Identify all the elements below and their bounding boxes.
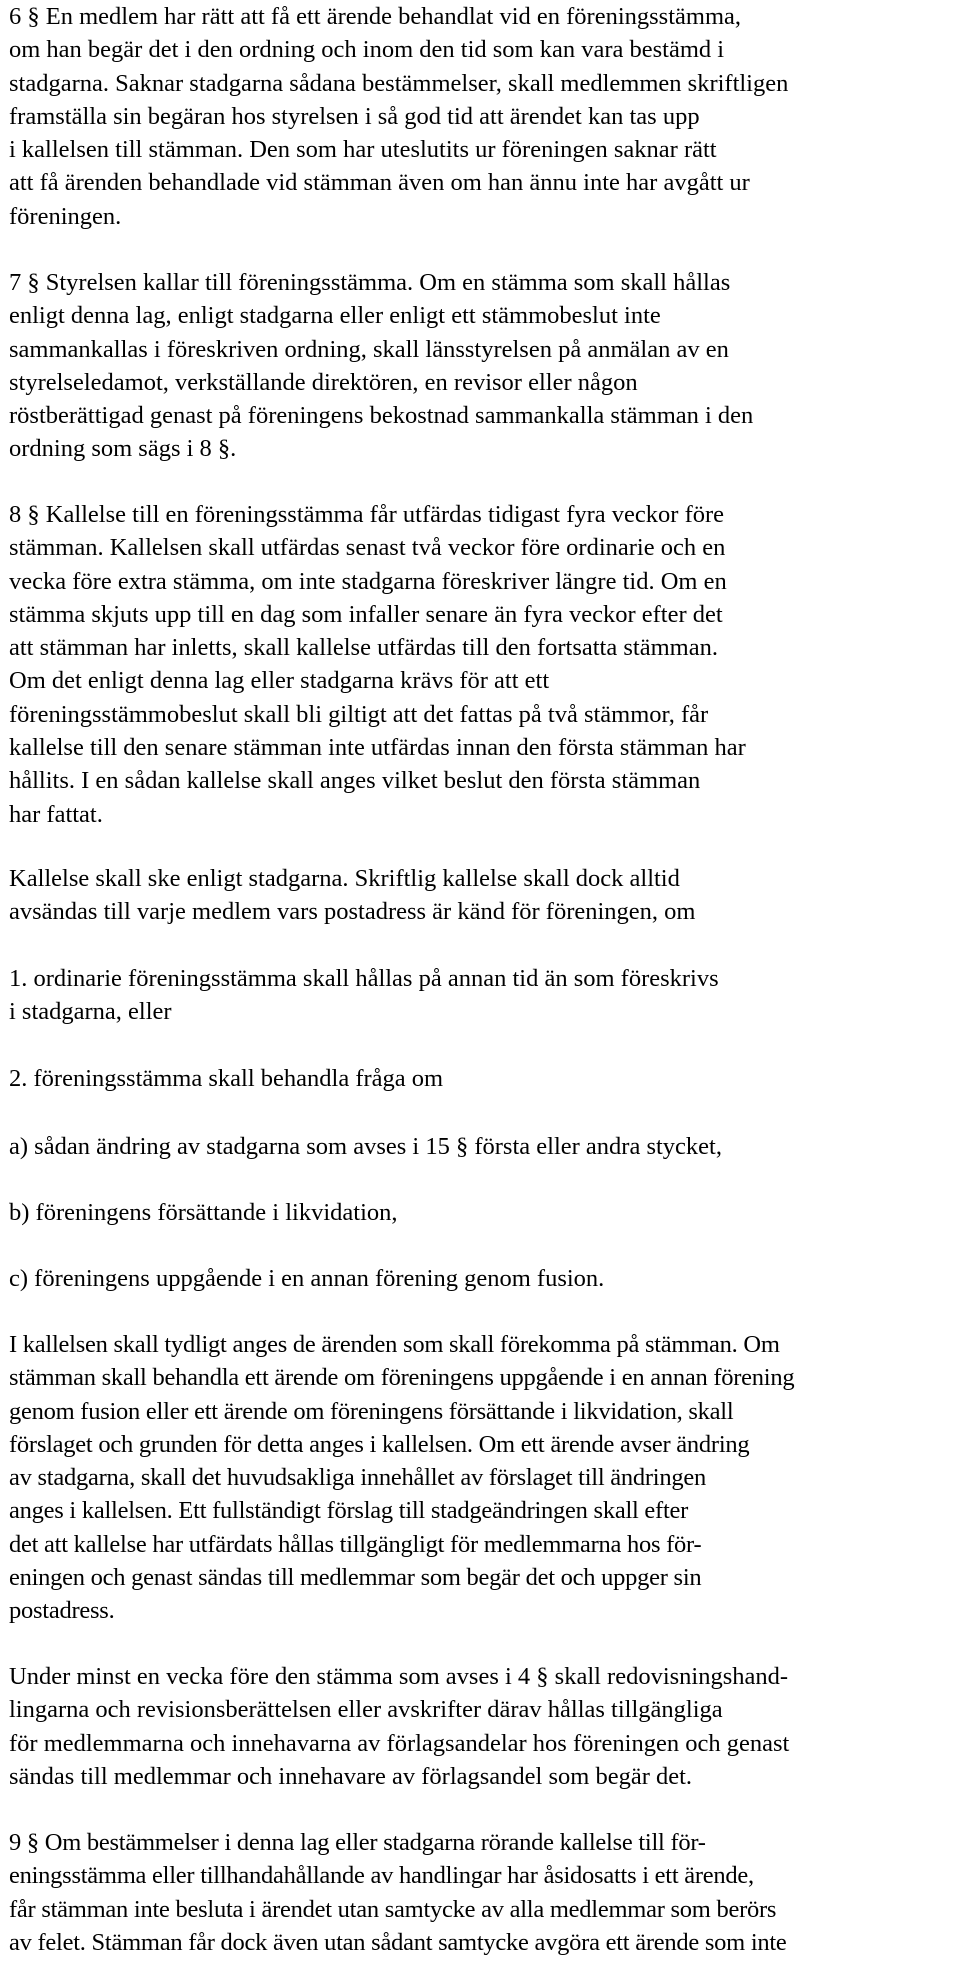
list-item-2a [9,1130,722,1163]
text-line: stämman skall behandla ett ärende om föreningens uppgående i en annan förening [9,1364,795,1392]
text-line: i stadgarna, eller [9,998,172,1026]
text-line: vecka före extra stämma, om inte stadgarna föreskriver längre tid. Om en [9,567,727,595]
text-line: ordning som sägs i 8 §. [9,435,237,463]
paragraph-angivande [9,1328,794,1628]
text-line: sändas till medlemmar och innehavare av förlagsandel som begär det. [9,1762,693,1790]
text-line: av felet. Stämman får dock även utan sådant samtycke avgöra ett ärende som inte [9,1928,787,1956]
list-item-1 [9,962,719,1029]
text-line: eningsstämma eller tillhandahållande av handlingar har åsidosatts i ett ärende, [9,1862,754,1890]
text-line: genom fusion eller ett ärende om föreningens försättande i likvidation, skall [9,1397,734,1425]
text-line: har fattat. [9,800,103,828]
text-line: att stämman har inletts, skall kallelse utfärdas till den fortsatta stämman. [9,634,718,662]
list-item-2 [9,1062,443,1095]
text-line: Under minst en vecka före den stämma som avses i 4 § skall redovisningshand- [9,1663,789,1690]
text-line: i kallelsen till stämman. Den som har uteslutits ur föreningen saknar rätt [9,136,717,164]
paragraph-section-9 [9,1826,787,1959]
paragraph-section-7 [9,266,753,466]
text-line: föreningsstämmobeslut skall bli giltigt att det fattas på två stämmor, får [9,700,709,728]
text-line: av stadgarna, skall det huvudsakliga innehållet av förslaget till ändringen [9,1464,706,1492]
paragraph-section-6 [9,0,788,233]
list-item-2b [9,1196,398,1229]
text-line: röstberättigad genast på föreningens bekostnad sammankalla stämman i den [9,402,754,430]
text-line: postadress. [9,1597,115,1625]
text-line: styrelseledamot, verkställande direktören, en revisor eller någon [9,368,638,396]
text-line: 9 § Om bestämmelser i denna lag eller stadgarna rörande kallelse till för- [9,1829,706,1856]
text-line: stämma skjuts upp till en dag som infaller senare än fyra veckor efter det [9,600,723,628]
text-line: föreningen. [9,202,122,230]
text-line: c) föreningens uppgående i en annan förening genom fusion. [9,1265,605,1292]
text-line: a) sådan ändring av stadgarna som avses i 15 § första eller andra stycket, [9,1133,722,1160]
text-line: kallelse till den senare stämman inte utfärdas innan den första stämman har [9,734,746,762]
paragraph-kallelse [9,862,695,929]
text-line: 1. ordinarie föreningsstämma skall hållas på annan tid än som föreskrivs [9,965,719,992]
text-line: får stämman inte besluta i ärendet utan samtycke av alla medlemmar som berörs [9,1895,777,1923]
text-line: stadgarna. Saknar stadgarna sådana bestämmelser, skall medlemmen skriftligen [9,69,789,97]
text-line: stämman. Kallelsen skall utfärdas senast två veckor före ordinarie och en [9,534,726,562]
text-line: Om det enligt denna lag eller stadgarna krävs för att ett [9,667,550,695]
text-line: framställa sin begäran hos styrelsen i så god tid att ärendet kan tas upp [9,102,700,130]
text-line: avsändas till varje medlem vars postadress är känd för föreningen, om [9,898,696,926]
text-line: lingarna och revisionsberättelsen eller avskrifter därav hållas tillgängliga [9,1696,723,1724]
list-item-2c [9,1262,604,1295]
text-line: 8 § Kallelse till en föreningsstämma får utfärdas tidigast fyra veckor före [9,501,725,528]
text-line: förslaget och grunden för detta anges i kallelsen. Om ett ärende avser ändring [9,1430,750,1458]
text-line: anges i kallelsen. Ett fullständigt förslag till stadgeändringen skall efter [9,1497,689,1525]
text-line: Kallelse skall ske enligt stadgarna. Skriftlig kallelse skall dock alltid [9,865,680,892]
text-line: eningen och genast sändas till medlemmar som begär det och uppger sin [9,1564,702,1592]
text-line: I kallelsen skall tydligt anges de ärenden som skall förekomma på stämman. Om [9,1331,780,1358]
text-line: det att kallelse har utfärdats hållas tillgängligt för medlemmarna hos för- [9,1530,702,1558]
paragraph-redovisning [9,1660,789,1793]
text-line: om han begär det i den ordning och inom den tid som kan vara bestämd i [9,36,725,64]
text-line: 7 § Styrelsen kallar till föreningsstämma. Om en stämma som skall hållas [9,269,731,296]
text-line: b) föreningens försättande i likvidation, [9,1199,398,1226]
text-line: 2. föreningsstämma skall behandla fråga om [9,1065,444,1092]
text-line: enligt denna lag, enligt stadgarna eller enligt ett stämmobeslut inte [9,302,661,330]
text-line: sammankallas i föreskriven ordning, skall länsstyrelsen på anmälan av en [9,335,729,363]
text-line: att få ärenden behandlade vid stämman även om han ännu inte har avgått ur [9,169,750,197]
paragraph-section-8 [9,498,746,831]
text-line: hållits. I en sådan kallelse skall anges vilket beslut den första stämman [9,767,701,795]
text-line: för medlemmarna och innehavarna av förlagsandelar hos föreningen och genast [9,1729,790,1757]
text-line: 6 § En medlem har rätt att få ett ärende behandlat vid en föreningsstämma, [9,3,742,30]
